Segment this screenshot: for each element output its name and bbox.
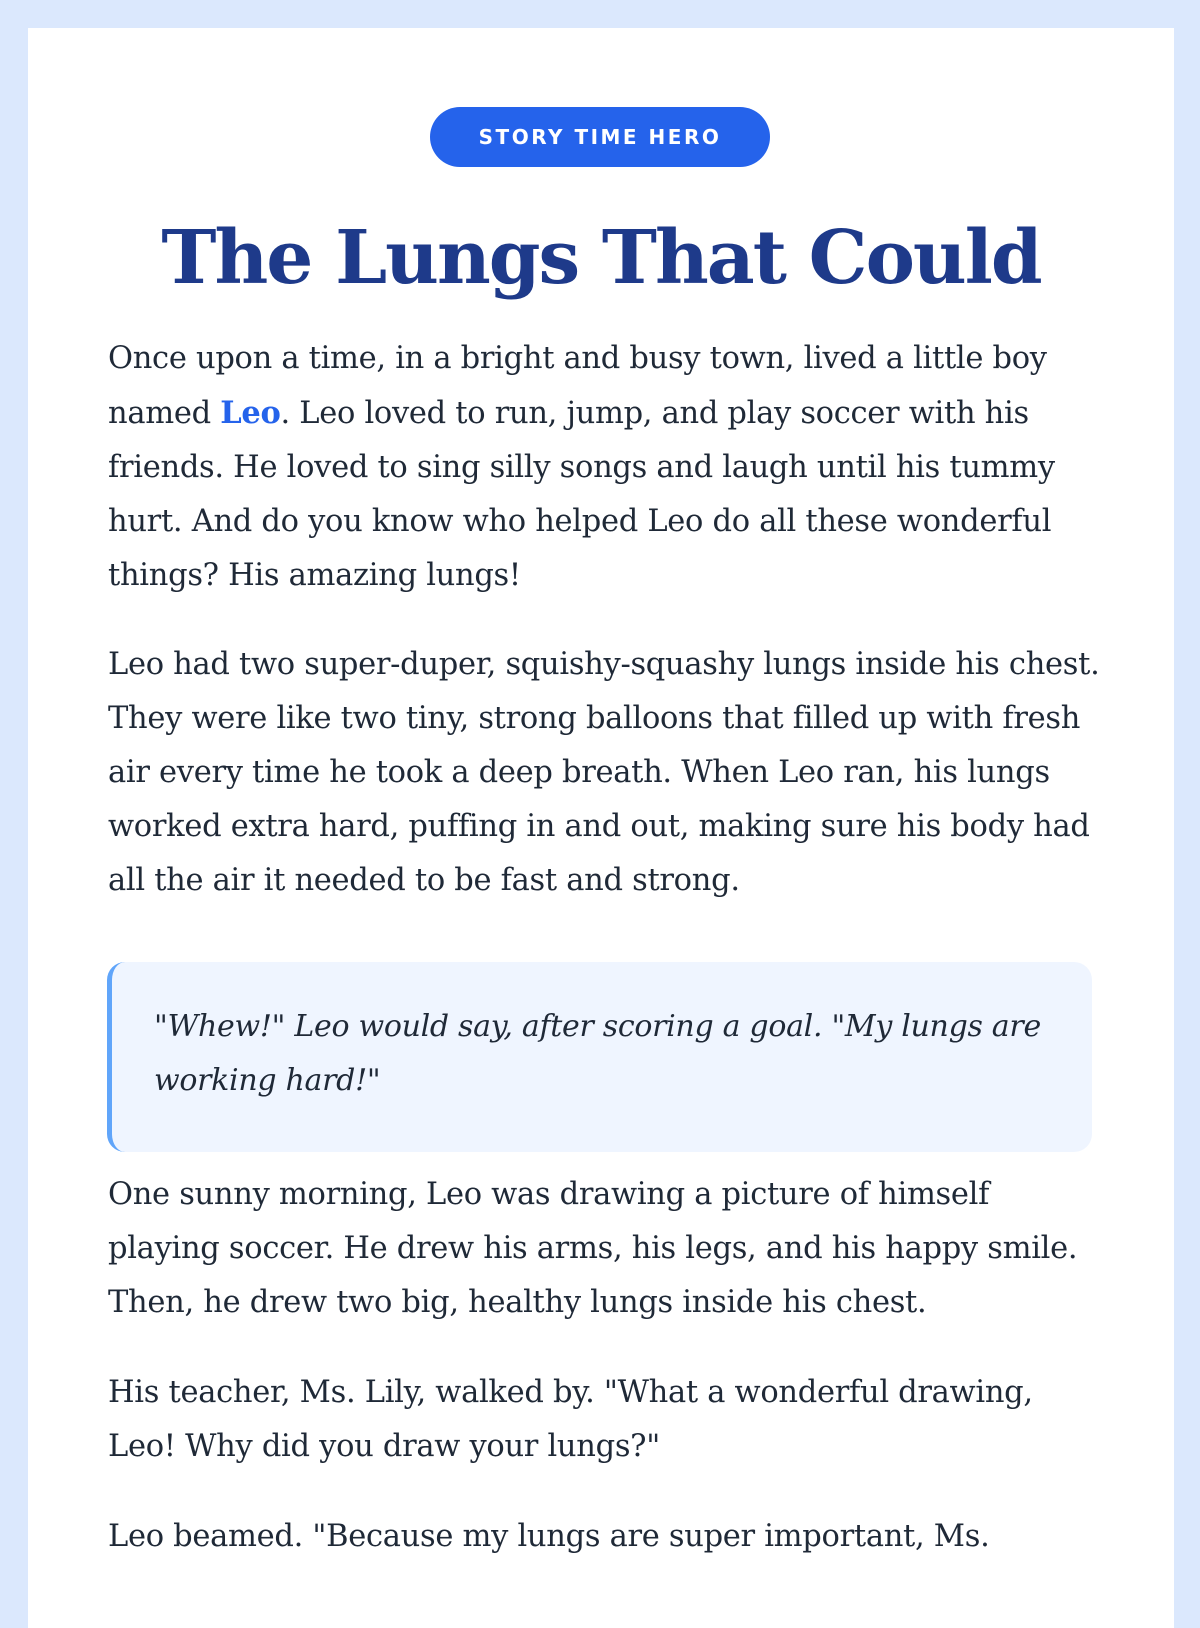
story-badge: STORY TIME HERO bbox=[430, 107, 770, 167]
story-paragraph-2: Leo had two super-duper, squishy-squashy lungs inside his chest. They were like two tiny, strong balloons that filled up with fresh air every time he took a deep breath. When Leo ran, his lungs worked extra hard, puffing in and out, making sure his body had all the air it needed to be fast and strong. bbox=[108, 647, 1100, 898]
hero-name-highlight: Leo bbox=[220, 395, 281, 431]
story-card bbox=[28, 28, 1174, 1628]
story-paragraph-4: His teacher, Ms. Lily, walked by. "What a wonderful drawing, Leo! Why did you draw your lungs?" bbox=[108, 1375, 1033, 1464]
story-title: The Lungs That Could bbox=[161, 215, 1041, 301]
story-paragraph-1 bbox=[108, 332, 1108, 603]
story-quote-text: "Whew!" Leo would say, after scoring a goal. "My lungs are working hard!" bbox=[154, 1009, 1041, 1098]
story-paragraph-3: One sunny morning, Leo was drawing a picture of himself playing soccer. He drew his arms, his legs, and his happy smile. Then, he drew two big, healthy lungs inside his chest. bbox=[108, 1177, 1078, 1320]
story-paragraph-5: Leo beamed. "Because my lungs are super important, Ms. bbox=[108, 1519, 990, 1554]
story-quote-block bbox=[107, 962, 1092, 1152]
paragraph-1-intro: Once upon a time, in a bright and busy town, lived a little boy named bbox=[108, 341, 1047, 431]
paragraph-1-rest: . Leo loved to run, jump, and play soccer with his friends. He loved to sing silly songs and laugh until his tummy hurt. And do you know who helped Leo do all these wonderful things? His amazing lungs! bbox=[108, 396, 1055, 593]
